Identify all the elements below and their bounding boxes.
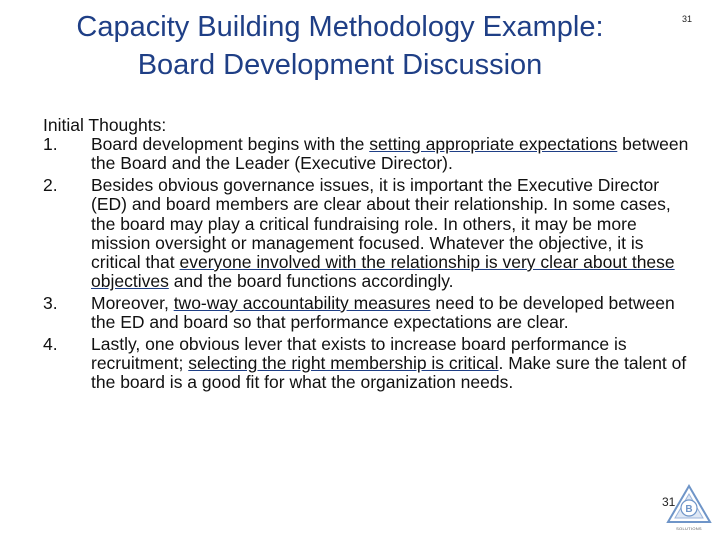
underlined-segment: setting appropriate expectations [369,134,618,155]
text-segment: and the board functions accordingly. [168,271,454,292]
slide-title [40,8,640,84]
intro-heading: Initial Thoughts: [43,115,167,135]
list-text [91,293,675,332]
title-line-2: Board Development Discussion [137,49,543,81]
points-list [43,135,693,392]
list-item [43,135,693,173]
list-text [91,175,675,291]
text-segment: Lastly, one obvious lever that exists to increase board performance is recruitment; [91,333,627,373]
slide-number: 31 [682,14,693,24]
company-logo [666,484,712,536]
list-number: 2. [43,175,58,196]
list-item [43,294,693,332]
text-segment: Board development begins with the [91,134,370,155]
title-line-1: Capacity Building Methodology Example: [76,11,604,43]
underlined-segment: two-way accountability measures [173,292,431,313]
text-segment: need to be developed between the ED and board so that performance expectations are clear. [91,292,675,333]
footer-page-number: 31 [662,495,676,509]
list-item [43,335,693,393]
text-segment: between the Board and the Leader (Executive Director). [91,134,689,174]
list-text [91,334,686,392]
list-number: 4. [43,333,58,354]
list-text [91,134,688,173]
underlined-segment: everyone involved with the relationship is very clear about these objectives [91,251,675,292]
text-segment: . Make sure the talent of the board is a good fit for what the organization needs. [91,352,687,393]
list-number: 3. [43,292,58,313]
slide-body [43,116,693,395]
underlined-segment: selecting the right membership is critical [188,352,499,373]
list-item [43,176,693,291]
logo-letters: B [685,504,693,515]
list-number: 1. [43,134,58,155]
logo-caption: SOLUTIONS [676,526,702,531]
text-segment: Moreover, [91,292,174,313]
text-segment: Besides obvious governance issues, it is important the Executive Director (ED) and board members are clear about their relationship. In some cases, the board may play a critical fundraising role. In others, it may be more mission oversight or management focused. Whatever the objective, it is critical that [91,175,671,272]
